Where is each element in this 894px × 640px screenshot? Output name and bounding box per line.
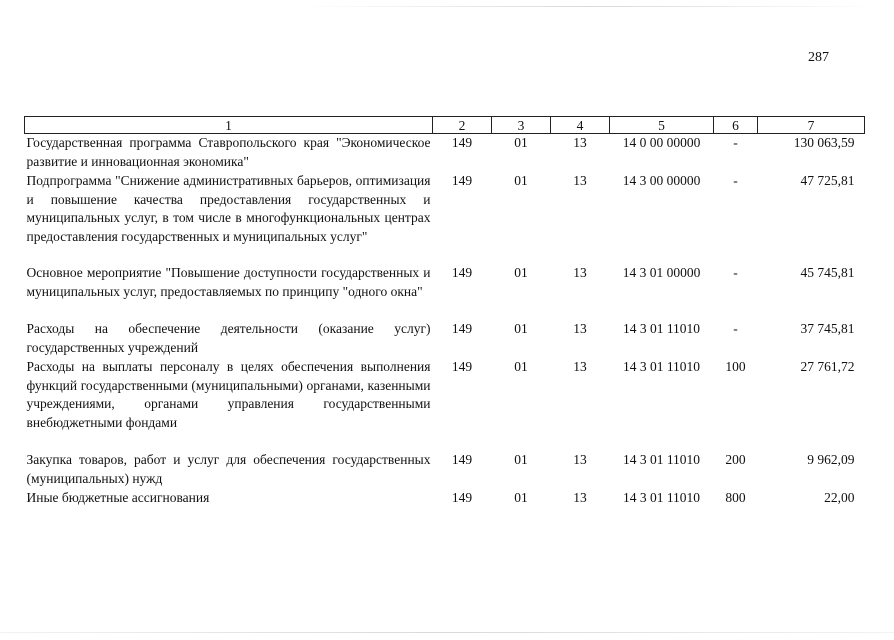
- header-col-1: 1: [25, 117, 433, 134]
- row-section-code: 01: [514, 490, 528, 505]
- table-row: [25, 264, 865, 320]
- row-section-code: 01: [514, 173, 528, 188]
- row-admin-code: 149: [451, 135, 473, 150]
- row-subsection-code: 13: [573, 359, 587, 374]
- row-subsection-code: 13: [573, 490, 587, 505]
- row-expense-type: -: [733, 173, 738, 188]
- row-name: Иные бюджетные ассигнования: [26, 490, 210, 505]
- page-number: 287: [808, 50, 829, 65]
- row-amount: 9 962,09: [807, 452, 855, 467]
- row-section-code: 01: [514, 359, 528, 374]
- row-admin-code: 149: [451, 265, 473, 280]
- row-amount: 37 745,81: [800, 321, 855, 336]
- scan-artifact-bottom: [0, 632, 894, 633]
- header-col-3: 3: [492, 117, 551, 134]
- row-amount: 130 063,59: [793, 135, 855, 150]
- row-amount: 47 725,81: [800, 173, 855, 188]
- row-section-code: 01: [514, 321, 528, 336]
- header-col-5: 5: [610, 117, 714, 134]
- row-subsection-code: 13: [573, 452, 587, 467]
- table-header-row: [25, 117, 865, 134]
- row-admin-code: 149: [451, 173, 473, 188]
- row-expense-type: 200: [725, 452, 746, 467]
- row-target-code: 14 3 00 00000: [622, 173, 701, 188]
- row-subsection-code: 13: [573, 265, 587, 280]
- row-subsection-code: 13: [573, 321, 587, 336]
- row-target-code: 14 3 01 00000: [622, 265, 701, 280]
- header-col-6: 6: [714, 117, 758, 134]
- row-amount: 27 761,72: [800, 359, 855, 374]
- row-name: Основное мероприятие "Повышение доступности государственных и муниципальных услуг, предоставляемых по принципу "одного окна": [26, 265, 431, 299]
- table-row: [25, 489, 865, 509]
- row-name: Государственная программа Ставропольского края "Экономическое развитие и инновационная экономика": [26, 135, 431, 169]
- row-admin-code: 149: [451, 359, 473, 374]
- row-target-code: 14 3 01 11010: [622, 321, 701, 336]
- row-expense-type: -: [733, 135, 738, 150]
- table-row: [25, 320, 865, 358]
- row-name: Закупка товаров, работ и услуг для обеспечения государственных (муниципальных) нужд: [26, 452, 431, 486]
- row-expense-type: 800: [725, 490, 746, 505]
- header-col-2: 2: [433, 117, 492, 134]
- row-amount: 45 745,81: [800, 265, 855, 280]
- row-expense-type: -: [733, 321, 738, 336]
- row-name: Подпрограмма "Снижение административных барьеров, оптимизация и повышение качества предоставления государственных и муниципальных услуг, в том числе в многофункциональных центрах предоставления государственных и муниципальных услуг": [26, 173, 431, 244]
- row-expense-type: -: [733, 265, 738, 280]
- header-col-7: 7: [758, 117, 865, 134]
- row-subsection-code: 13: [573, 173, 587, 188]
- header-col-4: 4: [551, 117, 610, 134]
- row-expense-type: 100: [725, 359, 746, 374]
- row-admin-code: 149: [451, 490, 473, 505]
- table-row: [25, 134, 865, 173]
- row-section-code: 01: [514, 265, 528, 280]
- row-target-code: 14 3 01 11010: [622, 359, 701, 374]
- budget-table: [24, 116, 865, 509]
- row-target-code: 14 0 00 00000: [622, 135, 701, 150]
- scan-artifact-top: [300, 6, 880, 7]
- row-section-code: 01: [514, 452, 528, 467]
- row-subsection-code: 13: [573, 135, 587, 150]
- row-name: Расходы на обеспечение деятельности (оказание услуг) государственных учреждений: [26, 321, 431, 355]
- table-row: [25, 451, 865, 489]
- row-name: Расходы на выплаты персоналу в целях обеспечения выполнения функций государственными (муниципальными) органами, казенными учреждениями, органами управления государственными внебюджетными фондами: [26, 359, 431, 430]
- row-section-code: 01: [514, 135, 528, 150]
- row-target-code: 14 3 01 11010: [622, 452, 701, 467]
- table-row: [25, 358, 865, 451]
- row-admin-code: 149: [451, 452, 473, 467]
- table-row: [25, 172, 865, 264]
- row-target-code: 14 3 01 11010: [622, 490, 701, 505]
- row-amount: 22,00: [824, 490, 855, 505]
- row-admin-code: 149: [451, 321, 473, 336]
